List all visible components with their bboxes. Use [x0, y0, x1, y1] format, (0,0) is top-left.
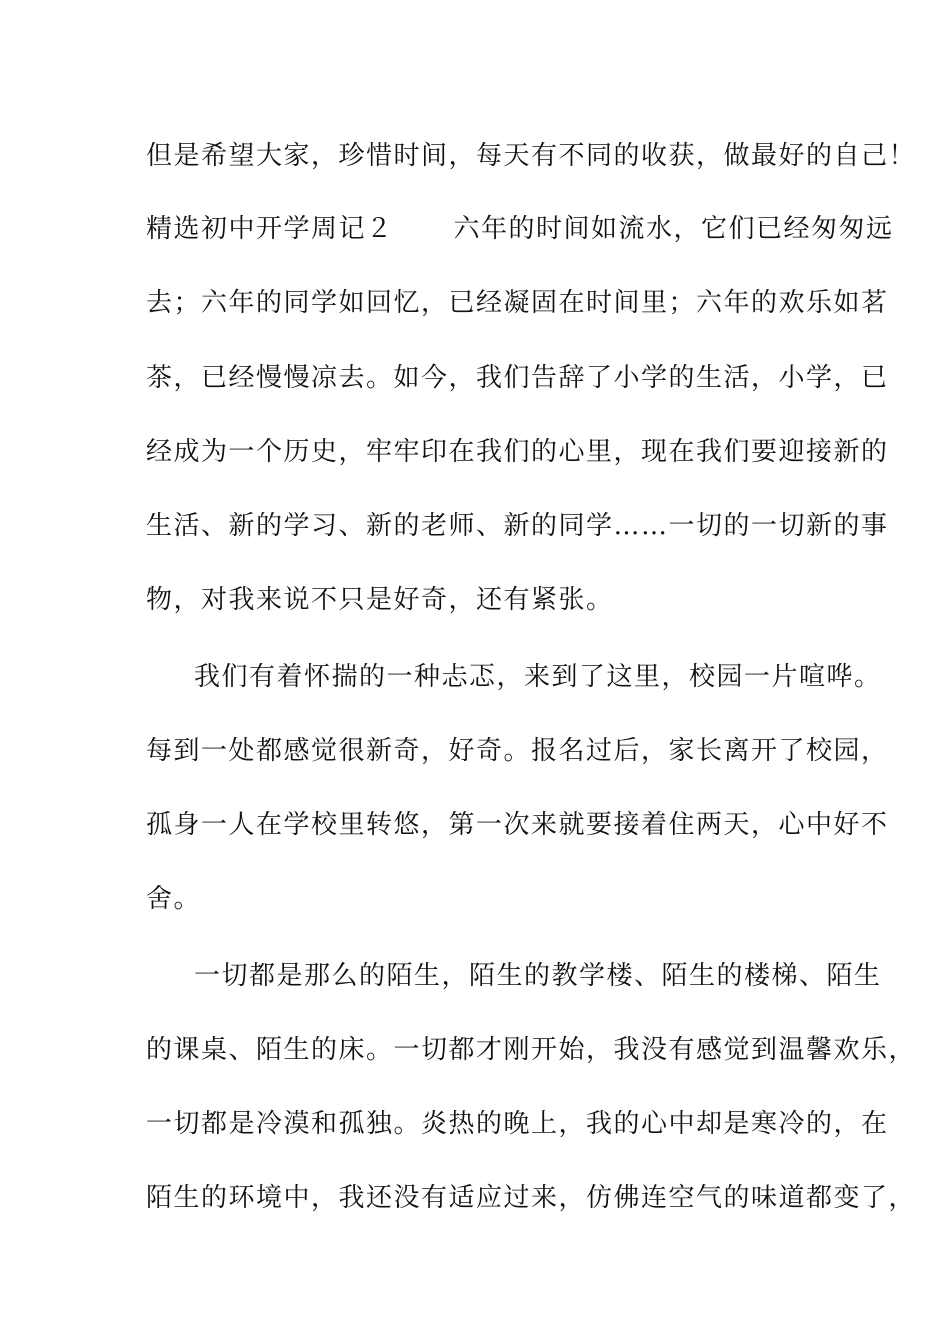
- text-line-10: 孤身一人在学校里转悠，第一次来就要接着住两天，心中好不: [146, 810, 889, 840]
- text-line-5: 经成为一个历史，牢牢印在我们的心里，现在我们要迎接新的: [146, 437, 889, 467]
- text-line-6: 生活、新的学习、新的老师、新的同学……一切的一切新的事: [146, 511, 889, 541]
- text-line-8: 我们有着怀揣的一种忐忑，来到了这里，校园一片喧哗。: [194, 662, 882, 692]
- text-line-13: 的课桌、陌生的床。一切都才刚开始，我没有感觉到温馨欢乐，: [146, 1035, 917, 1065]
- text-line-2-body: 六年的时间如流水，它们已经匆匆远: [453, 214, 894, 244]
- text-line-9: 每到一处都感觉很新奇，好奇。报名过后，家长离开了校园，: [146, 736, 889, 766]
- text-line-11: 舍。: [146, 884, 202, 914]
- text-line-3: 去；六年的同学如回忆，已经凝固在时间里；六年的欢乐如茗: [146, 288, 889, 318]
- text-line-7: 物，对我来说不只是好奇，还有紧张。: [146, 585, 614, 615]
- section-heading: 精选初中开学周记２: [146, 214, 394, 244]
- text-line-2: [146, 214, 894, 244]
- text-line-14: 一切都是冷漠和孤独。炎热的晚上，我的心中却是寒冷的，在: [146, 1109, 889, 1139]
- text-line-12: 一切都是那么的陌生，陌生的教学楼、陌生的楼梯、陌生: [194, 961, 882, 991]
- text-line-4: 茶，已经慢慢凉去。如今，我们告辞了小学的生活，小学，已: [146, 363, 889, 393]
- text-line-15: 陌生的环境中，我还没有适应过来，仿佛连空气的味道都变了，: [146, 1183, 917, 1213]
- text-line-1: 但是希望大家，珍惜时间，每天有不同的收获，做最好的自己！: [146, 141, 917, 171]
